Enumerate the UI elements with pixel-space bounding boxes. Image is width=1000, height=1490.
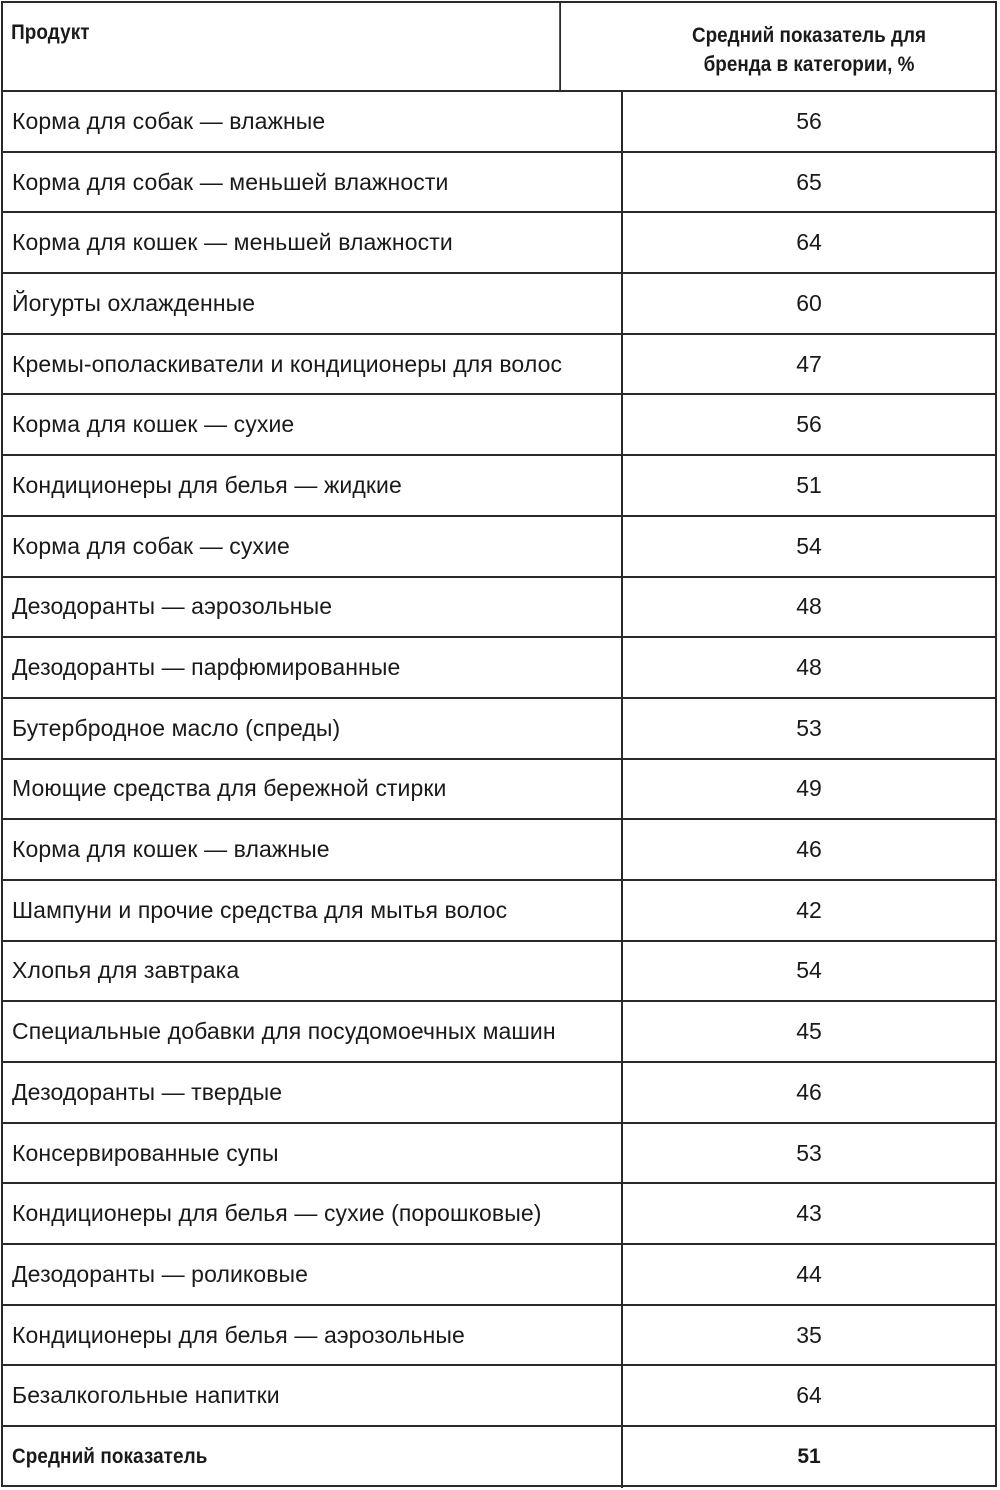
value-cell: 64 xyxy=(796,1382,822,1409)
value-cell: 53 xyxy=(796,714,822,741)
value-cell: 46 xyxy=(796,836,822,863)
product-cell: Корма для кошек — сухие xyxy=(3,395,623,454)
table-row xyxy=(3,578,995,639)
product-cell: Кондиционеры для белья — сухие (порошковые) xyxy=(3,1184,623,1243)
table-row xyxy=(3,820,995,881)
product-brand-share-table xyxy=(1,1,997,1487)
product-cell: Шампуни и прочие средства для мытья волос xyxy=(3,881,623,940)
value-cell: 45 xyxy=(796,1018,822,1045)
table-row xyxy=(3,153,995,214)
table-row xyxy=(3,1306,995,1367)
value-cell: 46 xyxy=(796,1078,822,1105)
header-value xyxy=(623,3,995,90)
value-cell: 65 xyxy=(796,168,822,195)
value-cell: 35 xyxy=(796,1321,822,1348)
table-row xyxy=(3,760,995,821)
header-product-label: Продукт xyxy=(11,21,90,44)
value-cell: 47 xyxy=(796,350,822,377)
product-cell: Корма для кошек — меньшей влажности xyxy=(3,213,623,272)
table-row xyxy=(3,881,995,942)
table-row xyxy=(3,1002,995,1063)
product-cell: Бутербродное масло (спреды) xyxy=(3,699,623,758)
product-cell: Безалкогольные напитки xyxy=(3,1366,623,1425)
value-cell: 56 xyxy=(796,107,822,134)
value-cell: 54 xyxy=(796,532,822,559)
product-cell: Корма для собак — сухие xyxy=(3,517,623,576)
product-cell: Специальные добавки для посудомоечных машин xyxy=(3,1002,623,1061)
total-value: 51 xyxy=(797,1445,821,1469)
table-row xyxy=(3,517,995,578)
product-cell: Кондиционеры для белья — жидкие xyxy=(3,456,623,515)
table-row xyxy=(3,92,995,153)
value-cell: 48 xyxy=(796,593,822,620)
product-cell: Хлопья для завтрака xyxy=(3,942,623,1001)
product-cell: Кондиционеры для белья — аэрозольные xyxy=(3,1306,623,1365)
table-row xyxy=(3,274,995,335)
product-cell: Кремы-ополаскиватели и кондиционеры для волос xyxy=(3,335,623,394)
value-cell: 60 xyxy=(796,289,822,316)
header-value-label: Средний показатель для бренда в категории, % xyxy=(691,24,927,76)
table-row xyxy=(3,1366,995,1427)
product-cell: Консервированные супы xyxy=(3,1124,623,1183)
header-product xyxy=(3,3,561,90)
table-row xyxy=(3,942,995,1003)
product-cell: Корма для собак — влажные xyxy=(3,92,623,151)
table-row xyxy=(3,213,995,274)
table-row xyxy=(3,638,995,699)
table-row xyxy=(3,456,995,517)
total-product xyxy=(3,1427,623,1488)
product-cell: Дезодоранты — твердые xyxy=(3,1063,623,1122)
product-cell: Дезодоранты — парфюмированные xyxy=(3,638,623,697)
table-row xyxy=(3,699,995,760)
product-cell: Йогурты охлажденные xyxy=(3,274,623,333)
value-cell: 48 xyxy=(796,654,822,681)
product-cell: Дезодоранты — роликовые xyxy=(3,1245,623,1304)
value-cell: 44 xyxy=(796,1260,822,1287)
product-cell: Корма для собак — меньшей влажности xyxy=(3,153,623,212)
value-cell: 51 xyxy=(796,471,822,498)
table-row xyxy=(3,1063,995,1124)
table-row xyxy=(3,1124,995,1185)
table-row xyxy=(3,1184,995,1245)
value-cell: 43 xyxy=(796,1200,822,1227)
product-cell: Моющие средства для бережной стирки xyxy=(3,760,623,819)
total-product-label: Средний показатель xyxy=(12,1445,208,1469)
value-cell: 64 xyxy=(796,229,822,256)
value-cell: 42 xyxy=(796,896,822,923)
table-row xyxy=(3,1245,995,1306)
table-total-row xyxy=(3,1427,995,1488)
product-cell: Корма для кошек — влажные xyxy=(3,820,623,879)
table-header-row xyxy=(3,3,995,92)
table-row xyxy=(3,395,995,456)
value-cell: 53 xyxy=(796,1139,822,1166)
product-cell: Дезодоранты — аэрозольные xyxy=(3,578,623,637)
value-cell: 49 xyxy=(796,775,822,802)
table-row xyxy=(3,335,995,396)
value-cell: 54 xyxy=(796,957,822,984)
value-cell: 56 xyxy=(796,411,822,438)
